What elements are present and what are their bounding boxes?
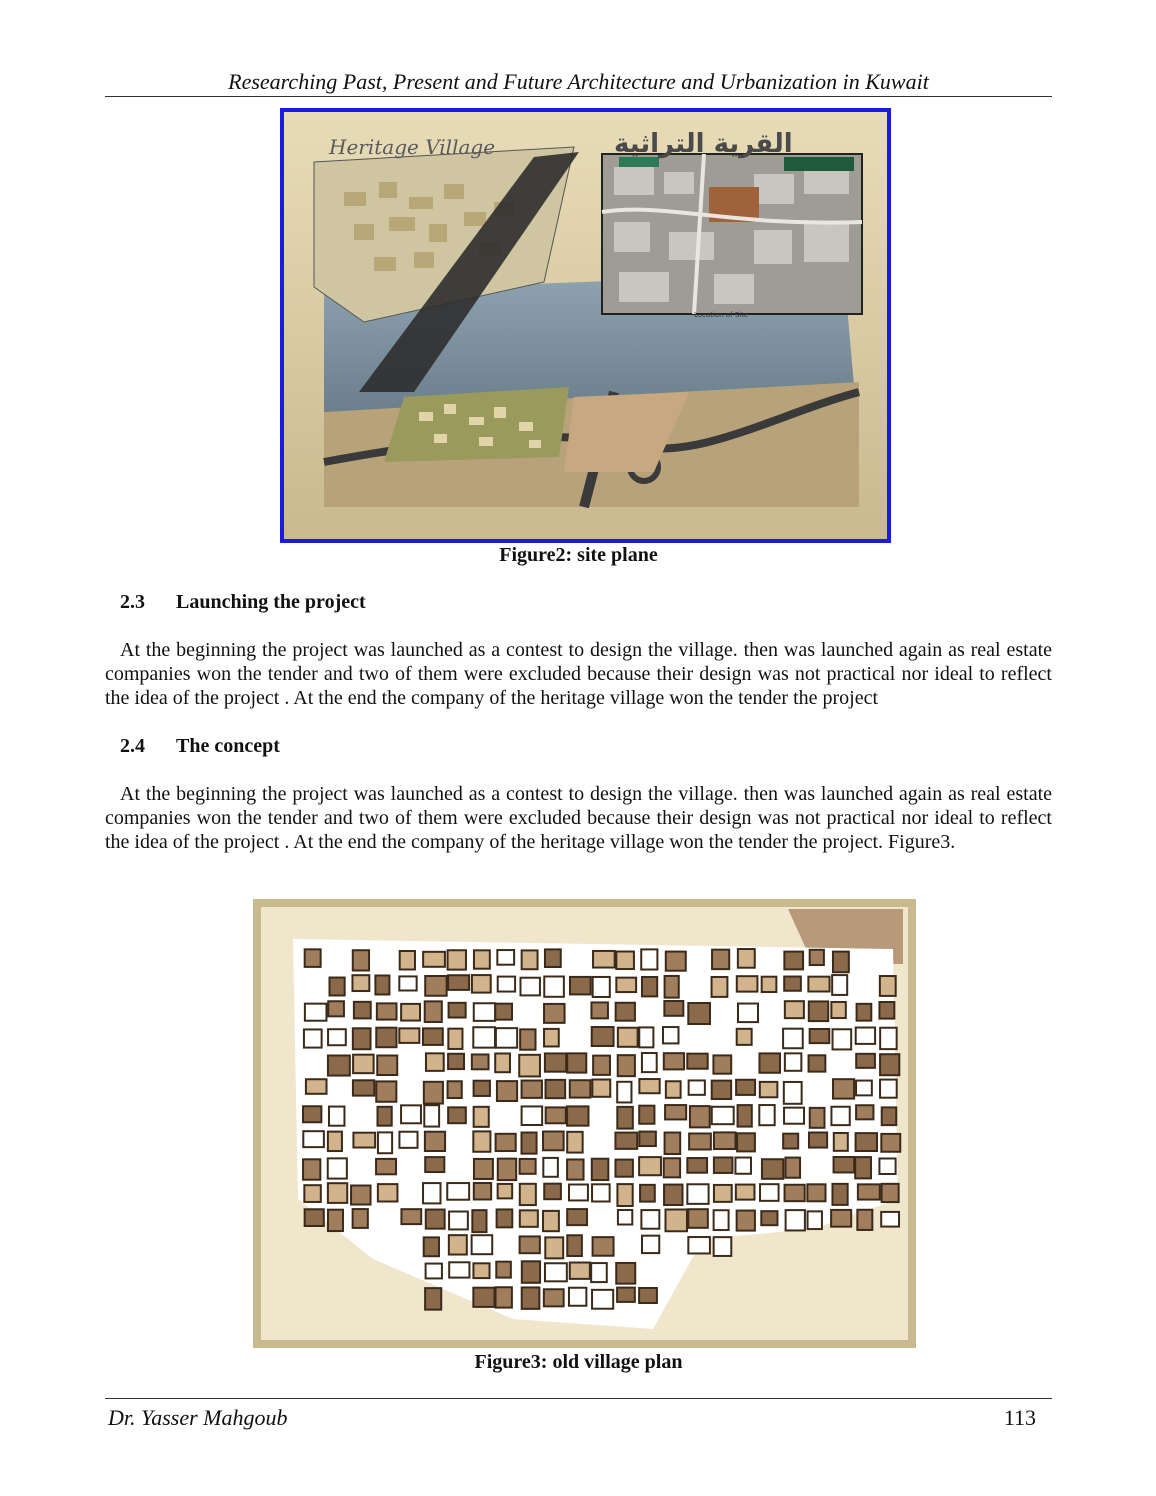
- plan-building-block: [495, 1004, 512, 1020]
- plan-building-block: [520, 1236, 540, 1253]
- plan-building-block: [567, 1053, 586, 1072]
- section-2-4-paragraph: At the beginning the project was launched as a contest to design the village. then was launched again as real estate companies won the tender and two of them were excluded because their design was not practical nor ideal to reflect the idea of the project . At the end the company of the heritage village won the tender the project. Figure3.: [105, 783, 1052, 853]
- plan-building-block: [738, 949, 755, 968]
- section-2-3-paragraph: At the beginning the project was launched as a contest to design the village. then was launched again as real estate companies won the tender and two of them were excluded because their design was not practical nor ideal to reflect the idea of the project . At the end the company of the heritage village won the tender the project: [105, 639, 1052, 709]
- plan-building-block: [810, 1029, 830, 1043]
- plan-building-block: [592, 1080, 610, 1097]
- plan-building-block: [353, 950, 369, 970]
- plan-building-block: [473, 1027, 495, 1047]
- plan-building-block: [353, 1133, 375, 1148]
- plan-building-block: [808, 977, 829, 992]
- plan-building-block: [714, 1237, 732, 1256]
- plan-building-block: [353, 1028, 371, 1049]
- plan-building-block: [738, 1105, 752, 1126]
- plan-building-block: [520, 1210, 538, 1226]
- plan-building-block: [592, 1027, 614, 1046]
- plan-building-block: [616, 978, 636, 992]
- plan-building-block: [810, 1108, 825, 1128]
- plan-building-block: [426, 1053, 444, 1071]
- plan-building-block: [665, 976, 679, 998]
- village-plan-image: [253, 899, 916, 1348]
- plan-building-block: [786, 1210, 805, 1230]
- plan-building-block: [831, 1002, 845, 1018]
- plan-building-block: [618, 1055, 635, 1076]
- plan-building-block: [857, 1004, 872, 1021]
- plan-building-block: [567, 1132, 582, 1153]
- plan-building-block: [423, 1028, 443, 1045]
- plan-building-block: [521, 1133, 536, 1154]
- plan-building-block: [570, 1263, 590, 1279]
- plan-building-block: [546, 1080, 566, 1098]
- plan-building-block: [833, 1079, 854, 1098]
- plan-building-block: [448, 950, 466, 969]
- plan-building-block: [448, 1029, 462, 1049]
- plan-building-block: [520, 1159, 536, 1174]
- plan-building-block: [304, 1185, 320, 1202]
- plan-building-block: [522, 1106, 543, 1125]
- plan-building-block: [522, 950, 538, 969]
- section-title: The concept: [176, 735, 280, 757]
- plan-building-block: [592, 1159, 609, 1180]
- plan-building-block: [543, 1132, 564, 1151]
- plan-building-block: [520, 978, 539, 996]
- plan-building-block: [640, 1185, 655, 1202]
- plan-building-block: [617, 1184, 632, 1206]
- plan-building-block: [449, 1003, 466, 1018]
- plan-building-block: [567, 1209, 587, 1225]
- plan-building-block: [591, 1002, 607, 1018]
- plan-building-block: [328, 1183, 347, 1203]
- plan-building-block: [474, 1159, 493, 1179]
- inset-label: Location of Site: [694, 311, 749, 319]
- plan-building-block: [306, 1079, 327, 1094]
- plan-building-block: [736, 1185, 755, 1200]
- plan-building-block: [474, 1183, 491, 1199]
- plan-building-block: [879, 1158, 895, 1174]
- plan-building-block: [522, 1287, 540, 1308]
- plan-building-block: [615, 1160, 632, 1177]
- plan-building-block: [639, 1079, 659, 1093]
- plan-building-block: [809, 1001, 828, 1021]
- plan-building-block: [376, 1081, 396, 1101]
- site-plan-image: [284, 112, 887, 539]
- plan-building-block: [857, 1210, 872, 1230]
- plan-building-block: [688, 1003, 710, 1024]
- plan-building-block: [569, 1288, 586, 1306]
- plan-building-block: [616, 952, 634, 970]
- plan-building-block: [831, 1107, 849, 1125]
- plan-building-block: [617, 1107, 633, 1129]
- plan-building-block: [377, 1056, 397, 1075]
- plan-building-block: [520, 1184, 536, 1205]
- plan-building-block: [544, 1004, 565, 1023]
- plan-building-block: [449, 1262, 469, 1277]
- plan-building-block: [618, 1028, 638, 1047]
- plan-building-block: [783, 1029, 803, 1049]
- plan-building-block: [856, 1028, 875, 1044]
- plan-building-block: [353, 1055, 374, 1073]
- plan-building-block: [328, 1132, 342, 1151]
- plan-building-block: [544, 976, 564, 996]
- plan-building-block: [496, 1134, 516, 1151]
- plan-building-block: [616, 1263, 635, 1284]
- plan-building-block: [304, 1029, 322, 1047]
- plan-building-block: [447, 1183, 469, 1200]
- plan-building-block: [639, 1106, 654, 1124]
- plan-building-block: [807, 1184, 825, 1201]
- plan-building-block: [831, 1210, 851, 1227]
- plan-building-block: [713, 1055, 731, 1073]
- plan-building-block: [687, 1184, 708, 1204]
- plan-building-block: [401, 1209, 421, 1224]
- plan-building-block: [544, 1184, 561, 1200]
- plan-building-block: [832, 1184, 847, 1205]
- plan-building-block: [664, 1053, 684, 1069]
- plan-building-block: [737, 976, 758, 991]
- plan-building-block: [880, 1054, 899, 1075]
- plan-building-block: [472, 1235, 493, 1254]
- header-rule: [105, 96, 1052, 97]
- plan-building-block: [834, 1133, 848, 1151]
- plan-building-block: [497, 950, 514, 965]
- plan-building-block: [785, 1053, 801, 1070]
- plan-building-block: [472, 975, 491, 993]
- footer-author: Dr. Yasser Mahgoub: [108, 1405, 288, 1430]
- plan-building-block: [784, 952, 803, 970]
- plan-building-block: [714, 1210, 729, 1230]
- plan-building-block: [424, 1105, 439, 1126]
- plan-building-block: [641, 949, 657, 969]
- plan-building-block: [425, 1157, 444, 1172]
- plan-building-block: [543, 1158, 558, 1177]
- plan-building-block: [305, 949, 321, 967]
- plan-building-block: [376, 1159, 396, 1174]
- plan-building-block: [735, 1158, 751, 1174]
- plan-building-block: [687, 1158, 707, 1173]
- plan-building-block: [664, 1185, 682, 1205]
- plan-building-block: [858, 1184, 880, 1199]
- plan-building-block: [663, 1027, 678, 1043]
- plan-building-block: [615, 1133, 637, 1149]
- section-title: Launching the project: [176, 591, 366, 613]
- plan-building-block: [641, 1210, 659, 1229]
- plan-building-block: [856, 1081, 872, 1096]
- plan-building-block: [569, 1185, 588, 1201]
- plan-building-block: [855, 1157, 871, 1178]
- figure-3-old-village-plan: [253, 899, 916, 1348]
- plan-building-block: [377, 1107, 391, 1126]
- plan-building-block: [688, 1209, 708, 1228]
- plan-building-block: [473, 1263, 489, 1278]
- plan-building-block: [474, 1107, 489, 1127]
- plan-building-block: [496, 1028, 517, 1048]
- plan-building-block: [833, 952, 849, 973]
- plan-building-block: [882, 1184, 899, 1202]
- plan-building-block: [519, 1055, 540, 1077]
- section-heading-2-3: [120, 590, 366, 614]
- plan-building-block: [375, 975, 389, 994]
- plan-building-block: [639, 1027, 653, 1047]
- plan-building-block: [378, 1184, 398, 1201]
- plan-building-block: [497, 1081, 517, 1101]
- plan-building-block: [378, 1132, 392, 1153]
- plan-building-block: [882, 1107, 897, 1125]
- plan-building-block: [856, 1054, 875, 1068]
- plan-building-block: [329, 1107, 344, 1126]
- plan-building-block: [497, 1209, 513, 1227]
- plan-building-block: [496, 1262, 511, 1278]
- plan-building-block: [712, 1081, 731, 1099]
- plan-building-block: [567, 1235, 582, 1256]
- plan-building-block: [544, 1029, 559, 1047]
- plan-building-block: [618, 1210, 632, 1225]
- plan-building-block: [881, 1134, 900, 1152]
- plan-building-block: [665, 1105, 686, 1119]
- plan-building-block: [736, 1080, 755, 1095]
- plan-building-block: [760, 1082, 778, 1097]
- section-number: 2.3: [120, 591, 145, 613]
- plan-building-block: [544, 1289, 564, 1306]
- section-heading-2-4: [120, 734, 280, 758]
- plan-building-block: [687, 1054, 707, 1069]
- plan-building-block: [808, 1211, 822, 1229]
- plan-building-block: [759, 1105, 774, 1125]
- plan-building-block: [522, 1261, 540, 1282]
- plan-building-block: [474, 1081, 490, 1096]
- plan-building-block: [305, 1209, 324, 1226]
- plan-building-block: [474, 1003, 495, 1021]
- plan-building-block: [834, 1157, 855, 1172]
- plan-building-block: [762, 977, 777, 992]
- plan-building-block: [546, 1107, 566, 1123]
- plan-building-block: [666, 952, 686, 971]
- plan-building-block: [328, 1029, 346, 1045]
- plan-building-block: [639, 1288, 657, 1303]
- plan-building-block: [592, 1290, 613, 1309]
- plan-building-block: [423, 1183, 440, 1203]
- plan-building-block: [712, 1107, 734, 1124]
- plan-building-block: [666, 1081, 681, 1098]
- plan-building-block: [642, 1053, 657, 1072]
- plan-building-block: [881, 1212, 899, 1227]
- plan-building-block: [593, 1056, 610, 1075]
- plan-building-block: [425, 976, 446, 996]
- page-number: 113: [1003, 1405, 1036, 1430]
- figure-3-caption: Figure3: old village plan: [474, 1351, 683, 1373]
- plan-building-block: [784, 1108, 804, 1124]
- plan-building-block: [377, 1003, 397, 1019]
- plan-building-block: [783, 1134, 798, 1149]
- plan-building-block: [856, 1133, 877, 1151]
- plan-building-block: [353, 1209, 368, 1228]
- plan-building-block: [617, 1288, 635, 1302]
- plan-building-block: [376, 1028, 396, 1048]
- plan-building-block: [737, 1211, 755, 1231]
- plan-building-block: [472, 1054, 489, 1069]
- banner-latin-title: Heritage Village: [329, 135, 496, 159]
- plan-building-block: [639, 1132, 656, 1146]
- plan-building-block: [567, 1106, 588, 1125]
- banner-arabic-title: القرية التراثية: [614, 129, 793, 159]
- plan-building-block: [328, 1001, 344, 1016]
- plan-building-block: [426, 1264, 442, 1279]
- plan-building-block: [329, 978, 344, 996]
- plan-building-block: [591, 1263, 607, 1282]
- plan-building-block: [353, 1080, 374, 1095]
- plan-building-block: [520, 1029, 535, 1049]
- plan-building-block: [592, 1184, 610, 1201]
- plan-building-block: [784, 1082, 802, 1104]
- plan-building-block: [642, 1236, 659, 1253]
- plan-building-block: [448, 975, 469, 990]
- plan-building-block: [425, 1288, 441, 1310]
- plan-building-block: [665, 1209, 686, 1231]
- plan-building-block: [714, 1132, 736, 1149]
- plan-building-block: [762, 1159, 783, 1179]
- plan-building-block: [352, 975, 369, 991]
- plan-building-block: [785, 1158, 800, 1178]
- plan-building-block: [495, 1053, 510, 1072]
- plan-building-block: [689, 1080, 705, 1094]
- plan-building-block: [690, 1106, 710, 1127]
- plan-building-block: [449, 1212, 468, 1230]
- plan-building-block: [785, 1185, 805, 1201]
- plan-building-block: [665, 1133, 681, 1154]
- plan-building-block: [498, 1159, 516, 1180]
- plan-building-block: [305, 1004, 327, 1021]
- plan-building-block: [543, 1211, 559, 1231]
- plan-building-block: [760, 1184, 779, 1201]
- plan-building-block: [522, 1081, 542, 1098]
- plan-building-block: [593, 951, 615, 968]
- plan-building-block: [399, 1132, 417, 1148]
- plan-building-block: [593, 1237, 614, 1256]
- plan-building-block: [400, 951, 415, 969]
- plan-building-block: [761, 1211, 777, 1225]
- plan-building-block: [664, 1158, 680, 1177]
- plan-building-block: [689, 1133, 711, 1149]
- plan-building-block: [593, 977, 610, 997]
- plan-building-block: [401, 1004, 420, 1021]
- plan-building-block: [399, 1028, 419, 1043]
- plan-building-block: [303, 1106, 321, 1122]
- plan-building-block: [498, 977, 515, 992]
- plan-building-block: [688, 1237, 710, 1253]
- footer-rule: [105, 1398, 1052, 1399]
- plan-building-block: [351, 1186, 370, 1205]
- plan-building-block: [738, 1004, 758, 1023]
- plan-building-block: [833, 1029, 852, 1049]
- plan-building-block: [423, 952, 445, 967]
- plan-building-block: [617, 1082, 631, 1103]
- plan-building-block: [449, 1235, 467, 1254]
- plan-building-block: [498, 1184, 513, 1198]
- plan-building-block: [401, 1105, 421, 1123]
- plan-building-block: [714, 1185, 732, 1202]
- plan-building-block: [810, 950, 824, 965]
- plan-building-block: [473, 1288, 494, 1307]
- plan-building-block: [496, 1287, 512, 1307]
- plan-building-block: [785, 1001, 804, 1018]
- plan-building-block: [809, 1055, 826, 1071]
- plan-building-block: [570, 977, 591, 995]
- plan-building-block: [328, 1158, 347, 1178]
- plan-building-block: [712, 977, 728, 997]
- plan-building-block: [303, 1131, 324, 1147]
- plan-building-block: [328, 1210, 343, 1231]
- figure-2-caption: Figure2: site plane: [499, 544, 658, 566]
- plan-building-block: [616, 1003, 635, 1021]
- plan-building-block: [448, 1054, 464, 1069]
- plan-building-block: [426, 1210, 445, 1229]
- figure-2-site-plan: [280, 108, 891, 543]
- plan-building-block: [424, 1237, 439, 1256]
- plan-building-block: [545, 1263, 567, 1281]
- plan-building-block: [545, 1053, 566, 1071]
- plan-building-block: [567, 1159, 583, 1179]
- plan-building-block: [759, 1053, 780, 1072]
- plan-building-block: [712, 950, 729, 969]
- plan-building-block: [448, 1107, 466, 1123]
- plan-building-block: [303, 1159, 320, 1179]
- plan-building-block: [545, 1237, 563, 1258]
- plan-building-block: [880, 1080, 897, 1098]
- plan-building-block: [570, 1080, 591, 1097]
- plan-building-block: [784, 977, 801, 991]
- plan-building-block: [448, 1081, 462, 1098]
- plan-building-block: [472, 1210, 486, 1232]
- section-number: 2.4: [120, 735, 145, 757]
- plan-building-block: [809, 1132, 827, 1147]
- plan-building-block: [856, 1105, 873, 1119]
- plan-building-block: [832, 975, 847, 995]
- plan-building-block: [425, 1132, 445, 1151]
- plan-building-block: [880, 976, 896, 996]
- plan-building-block: [425, 1001, 442, 1022]
- plan-building-block: [737, 1029, 752, 1045]
- plan-building-block: [639, 1157, 661, 1175]
- plan-building-block: [545, 949, 561, 967]
- plan-building-block: [399, 976, 416, 990]
- plan-building-block: [737, 1133, 755, 1151]
- plan-building-block: [664, 1001, 683, 1016]
- plan-building-block: [328, 1055, 350, 1075]
- plan-building-block: [354, 1002, 371, 1019]
- plan-building-block: [424, 1082, 443, 1104]
- running-header: Researching Past, Present and Future Architecture and Urbanization in Kuwait: [228, 69, 929, 94]
- plan-building-block: [642, 977, 657, 996]
- plan-building-block: [474, 950, 490, 968]
- plan-building-block: [880, 1028, 896, 1049]
- plan-building-block: [714, 1157, 733, 1172]
- plan-building-block: [879, 1002, 894, 1019]
- plan-building-block: [473, 1131, 490, 1151]
